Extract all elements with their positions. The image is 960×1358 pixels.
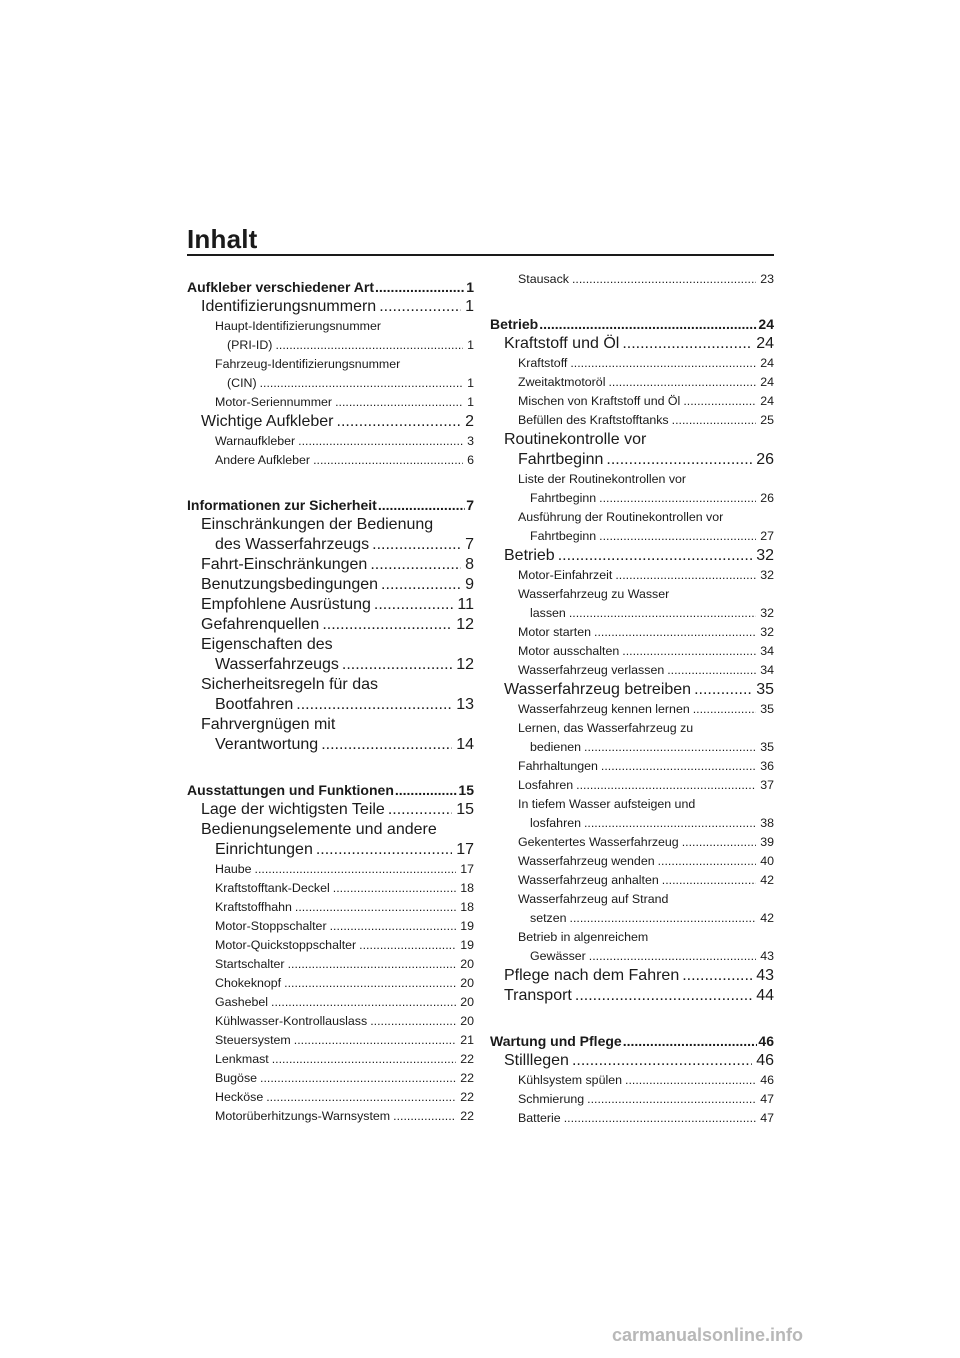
toc-entry-title: Wasserfahrzeugs: [215, 656, 339, 673]
dot-leader: [330, 917, 457, 936]
toc-entry-title: Losfahren: [518, 778, 574, 792]
toc-entry-title: Informationen zur Sicherheit: [187, 497, 377, 513]
toc-page-number: 1: [466, 279, 474, 295]
toc-entry[interactable]: [187, 432, 474, 451]
toc-page-number: 6: [467, 453, 474, 467]
toc-entry[interactable]: [490, 833, 774, 852]
toc-entry-title: Andere Aufkleber: [215, 453, 311, 467]
toc-page-number: 43: [756, 967, 774, 984]
toc-page-number: 43: [760, 949, 774, 963]
dot-leader: [260, 374, 464, 393]
toc-page-number: 46: [760, 1073, 774, 1087]
toc-entry[interactable]: [187, 820, 474, 860]
toc-page-number: 44: [756, 987, 774, 1004]
toc-entry[interactable]: [187, 451, 474, 470]
toc-entry-title-line: Eigenschaften des: [201, 636, 333, 653]
dot-leader: [658, 852, 757, 871]
toc-entry[interactable]: [490, 1109, 774, 1128]
dot-leader: [321, 735, 452, 755]
toc-entry[interactable]: [187, 393, 474, 412]
dot-leader: [275, 336, 463, 355]
toc-entry-title: Motorüberhitzungs-Warnsystem: [215, 1109, 391, 1123]
toc-entry[interactable]: [187, 974, 474, 993]
toc-entry-title: Fahrtbeginn: [530, 529, 597, 543]
toc-page-number: 46: [756, 1052, 774, 1069]
toc-entry-title-line: Haupt-Identifizierungsnummer: [215, 319, 381, 333]
toc-entry-title-line: Routinekontrolle vor: [504, 431, 647, 448]
toc-page-number: 20: [460, 1014, 474, 1028]
toc-entry[interactable]: [490, 392, 774, 411]
toc-entry-title: Haube: [215, 862, 252, 876]
toc-entry-title: Kraftstoff und Öl: [504, 335, 620, 352]
dot-leader: [255, 860, 457, 879]
dot-leader: [587, 1090, 756, 1109]
toc-page-number: 21: [460, 1033, 474, 1047]
dot-leader: [572, 1051, 752, 1071]
dot-leader: [296, 695, 452, 715]
toc-entry-title: Kühlwasser-Kontrollauslass: [215, 1014, 368, 1028]
toc-entry-title: Wichtige Aufkleber: [201, 413, 334, 430]
toc-entry-title-line: Ausführung der Routinekontrollen vor: [518, 510, 724, 524]
toc-page-number: 12: [456, 616, 474, 633]
dot-leader: [539, 315, 757, 334]
toc-page-number: 34: [760, 663, 774, 677]
dot-leader: [266, 1088, 456, 1107]
toc-entry-title: Kühlsystem spülen: [518, 1073, 622, 1087]
toc-entry[interactable]: [187, 1069, 474, 1088]
toc-page-number: 8: [465, 556, 474, 573]
toc-entry-title: Transport: [504, 987, 572, 1004]
dot-leader: [359, 936, 456, 955]
toc-entry[interactable]: [490, 890, 774, 928]
toc-page-number: 39: [760, 835, 774, 849]
toc-entry[interactable]: [490, 354, 774, 373]
page-title: Inhalt: [187, 224, 258, 254]
toc-page-number: 24: [758, 316, 774, 332]
dot-leader: [570, 909, 757, 928]
toc-entry[interactable]: [490, 795, 774, 833]
toc-page-number: 17: [460, 862, 474, 876]
dot-leader: [375, 278, 465, 297]
dot-leader: [662, 871, 756, 890]
toc-entry[interactable]: [490, 270, 774, 289]
toc-entry[interactable]: [187, 993, 474, 1012]
toc-entry[interactable]: [490, 928, 774, 966]
toc-entry-title-line: Liste der Routinekontrollen vor: [518, 472, 687, 486]
toc-page-number: 15: [456, 801, 474, 818]
toc-page-number: 14: [456, 736, 474, 753]
dot-leader: [575, 986, 752, 1006]
toc-entry-title: Bugöse: [215, 1071, 258, 1085]
dot-leader: [388, 800, 452, 820]
toc-page-number: 35: [756, 681, 774, 698]
toc-page-number: 36: [760, 759, 774, 773]
toc-page-number: 11: [457, 596, 474, 613]
toc-entry[interactable]: [490, 1071, 774, 1090]
toc-page-number: 15: [458, 782, 474, 798]
toc-page-number: 20: [460, 957, 474, 971]
title-underline: [187, 254, 774, 256]
toc-entry[interactable]: [187, 800, 474, 820]
toc-entry-title: Verantwortung: [215, 736, 319, 753]
toc-page-number: 37: [760, 778, 774, 792]
dot-leader: [558, 546, 753, 566]
toc-entry-title-line: Fahrzeug-Identifizierungsnummer: [215, 357, 401, 371]
toc-page-number: 24: [760, 356, 774, 370]
toc-entry-title: Identifizierungsnummern: [201, 298, 377, 315]
toc-entry[interactable]: [187, 898, 474, 917]
dot-leader: [260, 1069, 456, 1088]
toc-page-number: 7: [465, 536, 474, 553]
toc-entry-title: Lage der wichtigsten Teile: [201, 801, 385, 818]
dot-leader: [370, 555, 461, 575]
toc-entry-title-line: Sicherheitsregeln für das: [201, 676, 378, 693]
toc-entry-title: Chokeknopf: [215, 976, 282, 990]
toc-entry[interactable]: [187, 278, 474, 297]
toc-entry-title: Wartung und Pflege: [490, 1033, 622, 1049]
toc-page-number: 32: [760, 606, 774, 620]
toc-page-number: 19: [460, 938, 474, 952]
dot-leader: [584, 814, 756, 833]
toc-entry[interactable]: [490, 508, 774, 546]
toc-entry[interactable]: [490, 411, 774, 430]
toc-page-number: 22: [460, 1109, 474, 1123]
toc-page-number: 9: [465, 576, 474, 593]
toc-entry[interactable]: [490, 623, 774, 642]
toc-page-number: 24: [760, 394, 774, 408]
toc-entry-title: Fahrtbeginn: [530, 491, 597, 505]
toc-page-number: 32: [760, 625, 774, 639]
dot-leader: [672, 411, 757, 430]
toc-entry[interactable]: [187, 860, 474, 879]
toc-entry-title: bedienen: [530, 740, 581, 754]
dot-leader: [372, 535, 461, 555]
toc-page-number: 1: [467, 376, 474, 390]
toc-page-number: 38: [760, 816, 774, 830]
toc-entry-title: Stausack: [518, 272, 569, 286]
toc-page-number: 26: [756, 451, 774, 468]
toc-entry-title: Startschalter: [215, 957, 285, 971]
toc-entry-title: Schmierung: [518, 1092, 585, 1106]
dot-leader: [393, 1107, 456, 1126]
dot-leader: [374, 595, 454, 615]
dot-leader: [335, 393, 463, 412]
toc-page-number: 22: [460, 1090, 474, 1104]
dot-leader: [693, 700, 756, 719]
toc-entry-title: Wasserfahrzeug wenden: [518, 854, 655, 868]
toc-entry[interactable]: [187, 515, 474, 555]
dot-leader: [337, 412, 462, 432]
toc-entry-title: Hecköse: [215, 1090, 264, 1104]
toc-entry[interactable]: [187, 317, 474, 355]
toc-entry[interactable]: [490, 757, 774, 776]
toc-entry-title: losfahren: [530, 816, 581, 830]
toc-entry[interactable]: [490, 661, 774, 680]
toc-entry[interactable]: [490, 680, 774, 700]
toc-page-number: 22: [460, 1071, 474, 1085]
dot-leader: [599, 527, 756, 546]
toc-entry[interactable]: [187, 575, 474, 595]
toc-entry-title: Motor-Seriennummer: [215, 395, 333, 409]
dot-leader: [381, 575, 461, 595]
toc-entry-title: Fahrt-Einschränkungen: [201, 556, 368, 573]
toc-page-number: 18: [460, 881, 474, 895]
watermark-text: carmanualsonline.info: [612, 1325, 804, 1345]
toc-entry[interactable]: [490, 430, 774, 470]
dot-leader: [316, 840, 452, 860]
toc-entry-title: Motor-Stoppschalter: [215, 919, 327, 933]
dot-leader: [622, 334, 752, 354]
toc-entry-title: Motor-Quickstoppschalter: [215, 938, 357, 952]
toc-page-number: 32: [760, 568, 774, 582]
toc-entry-title-line: Wasserfahrzeug auf Strand: [518, 892, 669, 906]
toc-entry[interactable]: [187, 555, 474, 575]
toc-entry[interactable]: [490, 585, 774, 623]
toc-entry-title-line: Betrieb in algenreichem: [518, 930, 649, 944]
toc-page-number: 47: [760, 1111, 774, 1125]
toc-entry-title: Ausstattungen und Funktionen: [187, 782, 394, 798]
toc-entry[interactable]: [187, 879, 474, 898]
toc-entry[interactable]: [490, 986, 774, 1006]
dot-leader: [615, 566, 756, 585]
toc-entry[interactable]: [187, 412, 474, 432]
dot-leader: [295, 898, 456, 917]
toc-entry[interactable]: [187, 955, 474, 974]
toc-page-number: 22: [460, 1052, 474, 1066]
toc-entry-title: Bootfahren: [215, 696, 294, 713]
toc-page-number: 7: [466, 497, 474, 513]
dot-leader: [599, 489, 756, 508]
toc-entry[interactable]: [490, 470, 774, 508]
toc-entry[interactable]: [187, 1088, 474, 1107]
toc-entry-title-line: Einschränkungen der Bedienung: [201, 516, 434, 533]
toc-entry-title: Zweitaktmotoröl: [518, 375, 606, 389]
toc-left-column: [187, 278, 474, 1126]
dot-leader: [564, 1109, 757, 1128]
toc-entry[interactable]: [490, 700, 774, 719]
dot-leader: [589, 947, 756, 966]
dot-leader: [601, 757, 756, 776]
dot-leader: [584, 738, 756, 757]
toc-entry[interactable]: [490, 315, 774, 334]
dot-leader: [683, 392, 756, 411]
toc-entry-title-line: Lernen, das Wasserfahrzeug zu: [518, 721, 694, 735]
toc-entry-title: Motor-Einfahrzeit: [518, 568, 613, 582]
toc-entry[interactable]: [187, 917, 474, 936]
toc-page-number: 24: [760, 375, 774, 389]
toc-page-number: 42: [760, 911, 774, 925]
toc-entry-title: Warnaufkleber: [215, 434, 296, 448]
dot-leader: [284, 974, 456, 993]
toc-entry[interactable]: [490, 776, 774, 795]
toc-page-number: 24: [756, 335, 774, 352]
toc-entry[interactable]: [490, 566, 774, 585]
dot-leader: [667, 661, 756, 680]
toc-page-number: 18: [460, 900, 474, 914]
toc-entry[interactable]: [187, 635, 474, 675]
toc-entry[interactable]: [187, 936, 474, 955]
toc-entry[interactable]: [187, 595, 474, 615]
toc-page-number: 46: [758, 1033, 774, 1049]
toc-entry-title: lassen: [530, 606, 566, 620]
toc-entry-title: setzen: [530, 911, 567, 925]
toc-page-number: 1: [467, 395, 474, 409]
toc-page-number: 2: [465, 413, 474, 430]
dot-leader: [606, 450, 752, 470]
dot-leader: [682, 966, 752, 986]
toc-page-number: 40: [760, 854, 774, 868]
toc-page-number: 17: [456, 841, 474, 858]
toc-page-number: 26: [760, 491, 774, 505]
toc-entry-title: Fahrhaltungen: [518, 759, 598, 773]
toc-entry-title: Fahrtbeginn: [518, 451, 604, 468]
toc-entry-title: Batterie: [518, 1111, 561, 1125]
dot-leader: [570, 354, 756, 373]
dot-leader: [298, 432, 463, 451]
toc-page-number: 35: [760, 702, 774, 716]
dot-leader: [379, 297, 461, 317]
dot-leader: [378, 496, 465, 515]
dot-leader: [576, 776, 756, 795]
toc-entry-title: Wasserfahrzeug anhalten: [518, 873, 659, 887]
toc-entry[interactable]: [490, 1090, 774, 1109]
toc-right-column: [490, 270, 774, 1128]
toc-entry[interactable]: [187, 715, 474, 755]
dot-leader: [288, 955, 457, 974]
dot-leader: [333, 879, 456, 898]
toc-entry[interactable]: [187, 615, 474, 635]
toc-entry-title: Kraftstoffhahn: [215, 900, 292, 914]
dot-leader: [622, 642, 756, 661]
toc-entry[interactable]: [187, 675, 474, 715]
toc-entry-title: Empfohlene Ausrüstung: [201, 596, 371, 613]
dot-leader: [682, 833, 757, 852]
toc-page-number: 13: [456, 696, 474, 713]
toc-entry[interactable]: [187, 1012, 474, 1031]
toc-entry-title: Wasserfahrzeug verlassen: [518, 663, 665, 677]
toc-entry-title: des Wasserfahrzeugs: [215, 536, 370, 553]
toc-entry-title-line: Fahrvergnügen mit: [201, 716, 336, 733]
dot-leader: [294, 1031, 456, 1050]
toc-page-number: 23: [760, 272, 774, 286]
toc-entry-title: Wasserfahrzeug betreiben: [504, 681, 692, 698]
toc-entry[interactable]: [187, 1031, 474, 1050]
toc-entry[interactable]: [187, 1050, 474, 1069]
toc-entry-title: Lenkmast: [215, 1052, 269, 1066]
toc-entry-title: Kraftstoff: [518, 356, 568, 370]
toc-page-number: 3: [467, 434, 474, 448]
toc-entry-title: Kraftstofftank-Deckel: [215, 881, 330, 895]
toc-entry-title: Betrieb: [504, 547, 555, 564]
dot-leader: [272, 1050, 456, 1069]
dot-leader: [313, 451, 463, 470]
dot-leader: [623, 1032, 758, 1051]
toc-page-number: 34: [760, 644, 774, 658]
toc-entry[interactable]: [187, 1107, 474, 1126]
toc-entry[interactable]: [490, 1032, 774, 1051]
toc-entry-title: Betrieb: [490, 316, 539, 332]
toc-entry[interactable]: [187, 496, 474, 515]
toc-entry[interactable]: [490, 1051, 774, 1071]
dot-leader: [322, 615, 452, 635]
toc-entry[interactable]: [187, 781, 474, 800]
dot-leader: [594, 623, 756, 642]
toc-entry-title: Motor starten: [518, 625, 591, 639]
dot-leader: [625, 1071, 756, 1090]
toc-entry-title-line: In tiefem Wasser aufsteigen und: [518, 797, 696, 811]
toc-entry-title: Steuersystem: [215, 1033, 291, 1047]
toc-page-number: 42: [760, 873, 774, 887]
toc-entry[interactable]: [490, 642, 774, 661]
toc-entry[interactable]: [490, 334, 774, 354]
toc-entry-title: Stilllegen: [504, 1052, 569, 1069]
toc-page-number: 1: [467, 338, 474, 352]
dot-leader: [395, 781, 458, 800]
toc-entry-title: Gefahrenquellen: [201, 616, 320, 633]
toc-entry[interactable]: [187, 355, 474, 393]
toc-entry[interactable]: [490, 719, 774, 757]
toc-entry[interactable]: [490, 546, 774, 566]
toc-page-number: 20: [460, 976, 474, 990]
toc-entry-title: (CIN): [227, 376, 257, 390]
toc-entry-title: Gashebel: [215, 995, 269, 1009]
toc-entry-title: Aufkleber verschiedener Art: [187, 279, 374, 295]
toc-entry-title: Befüllen des Kraftstofftanks: [518, 413, 669, 427]
toc-entry[interactable]: [490, 966, 774, 986]
toc-page-number: 35: [760, 740, 774, 754]
toc-page-number: 32: [756, 547, 774, 564]
toc-entry[interactable]: [490, 373, 774, 392]
toc-page-number: 47: [760, 1092, 774, 1106]
dot-leader: [271, 993, 456, 1012]
toc-entry-title: Wasserfahrzeug kennen lernen: [518, 702, 690, 716]
dot-leader: [569, 604, 756, 623]
toc-entry-title: Gewässer: [530, 949, 586, 963]
dot-leader: [572, 270, 756, 289]
toc-page-number: 25: [760, 413, 774, 427]
toc-page-number: 20: [460, 995, 474, 1009]
toc-entry-title: Gekentertes Wasserfahrzeug: [518, 835, 679, 849]
dot-leader: [608, 373, 756, 392]
toc-entry[interactable]: [490, 871, 774, 890]
toc-entry-title-line: Bedienungselemente und andere: [201, 821, 437, 838]
toc-page-number: 1: [465, 298, 474, 315]
toc-page-number: 12: [456, 656, 474, 673]
dot-leader: [370, 1012, 456, 1031]
toc-entry[interactable]: [187, 297, 474, 317]
toc-entry-title: Benutzungsbedingungen: [201, 576, 379, 593]
dot-leader: [342, 655, 452, 675]
toc-entry-title: Pflege nach dem Fahren: [504, 967, 680, 984]
toc-page-number: 19: [460, 919, 474, 933]
toc-page-number: 27: [760, 529, 774, 543]
toc-entry[interactable]: [490, 852, 774, 871]
toc-entry-title-line: Wasserfahrzeug zu Wasser: [518, 587, 670, 601]
toc-entry-title: Mischen von Kraftstoff und Öl: [518, 394, 681, 408]
dot-leader: [694, 680, 752, 700]
toc-entry-title: Einrichtungen: [215, 841, 313, 858]
toc-entry-title: (PRI-ID): [227, 338, 273, 352]
toc-entry-title: Motor ausschalten: [518, 644, 620, 658]
